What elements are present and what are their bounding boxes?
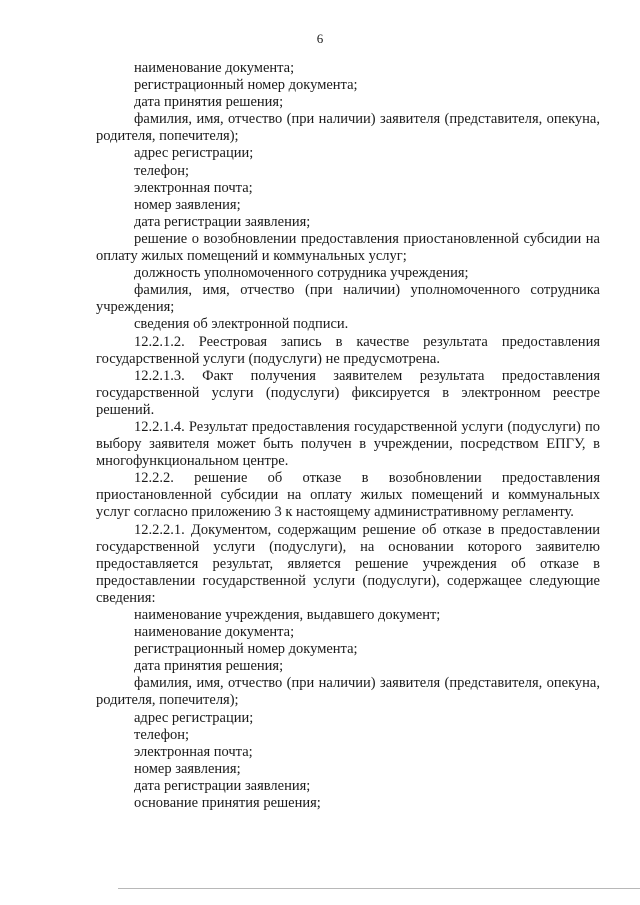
paragraph-12-2-1-4: 12.2.1.4. Результат предоставления государственной услуги (подуслуги) по выбору заявителя может быть получен в учреждении, посредством ЕПГУ, в многофункциональном центре. xyxy=(96,418,600,470)
list-item-applicant-name-2: фамилия, имя, отчество (при наличии) заявителя (представителя, опекуна, родителя, попечителя); xyxy=(96,675,600,709)
list-item-application-number: номер заявления; xyxy=(134,196,241,213)
list-item-document-name: наименование документа; xyxy=(134,60,295,76)
list-item-decision-date: дата принятия решения; xyxy=(134,94,284,111)
list-item-signature-info: сведения об электронной подписи. xyxy=(134,316,349,333)
page-number: 6 xyxy=(316,31,324,46)
list-item-phone-2: телефон; xyxy=(134,726,190,743)
list-item-application-date: дата регистрации заявления; xyxy=(134,213,311,230)
list-item-phone: телефон; xyxy=(134,162,190,179)
document-body xyxy=(96,60,600,812)
list-item-email-2: электронная почта; xyxy=(134,743,253,760)
list-item-decision-date-2: дата принятия решения; xyxy=(134,658,284,675)
list-item-document-name-2: наименование документа; xyxy=(134,624,295,641)
list-item-resumption-decision: решение о возобновлении предоставления приостановленной субсидии на оплату жилых помещений и коммунальных услуг; xyxy=(96,230,600,265)
paragraph-12-2-1-3: 12.2.1.3. Факт получения заявителем результата предоставления государственной услуги (подуслуги) фиксируется в электронном реестре решений. xyxy=(96,367,600,418)
list-item-registration-address: адрес регистрации; xyxy=(134,145,254,162)
scan-edge-line xyxy=(118,888,640,889)
list-item-application-date-2: дата регистрации заявления; xyxy=(134,777,311,794)
paragraph-12-2-2-1: 12.2.2.1. Документом, содержащим решение об отказе в предоставлении государственной услуги (подуслуги), на основании которого заявителю предоставляется результат, является решение учреждения об отказе в предоставлении государственной услуги (подуслуги), содержащее следующие сведения: xyxy=(96,521,600,606)
list-item-email: электронная почта; xyxy=(134,179,253,196)
list-item-applicant-name: фамилия, имя, отчество (при наличии) заявителя (представителя, опекуна, родителя, попечителя); xyxy=(96,111,600,145)
list-item-application-number-2: номер заявления; xyxy=(134,760,241,777)
list-item-registration-address-2: адрес регистрации; xyxy=(134,709,254,726)
list-item-officer-position: должность уполномоченного сотрудника учреждения; xyxy=(134,265,469,282)
paragraph-12-2-2: 12.2.2. решение об отказе в возобновлении предоставления приостановленной субсидии на оплату жилых помещений и коммунальных услуг согласно приложению 3 к настоящему административному регламенту. xyxy=(96,470,600,521)
list-item-institution-name: наименование учреждения, выдавшего документ; xyxy=(134,607,441,623)
list-item-registration-number-2: регистрационный номер документа; xyxy=(134,641,358,658)
list-item-officer-name: фамилия, имя, отчество (при наличии) уполномоченного сотрудника учреждения; xyxy=(96,282,600,316)
list-item-decision-basis: основание принятия решения; xyxy=(134,795,321,812)
paragraph-12-2-1-2: 12.2.1.2. Реестровая запись в качестве результата предоставления государственной услуги (подуслуги) не предусмотрена. xyxy=(96,333,600,367)
list-item-registration-number: регистрационный номер документа; xyxy=(134,77,358,94)
